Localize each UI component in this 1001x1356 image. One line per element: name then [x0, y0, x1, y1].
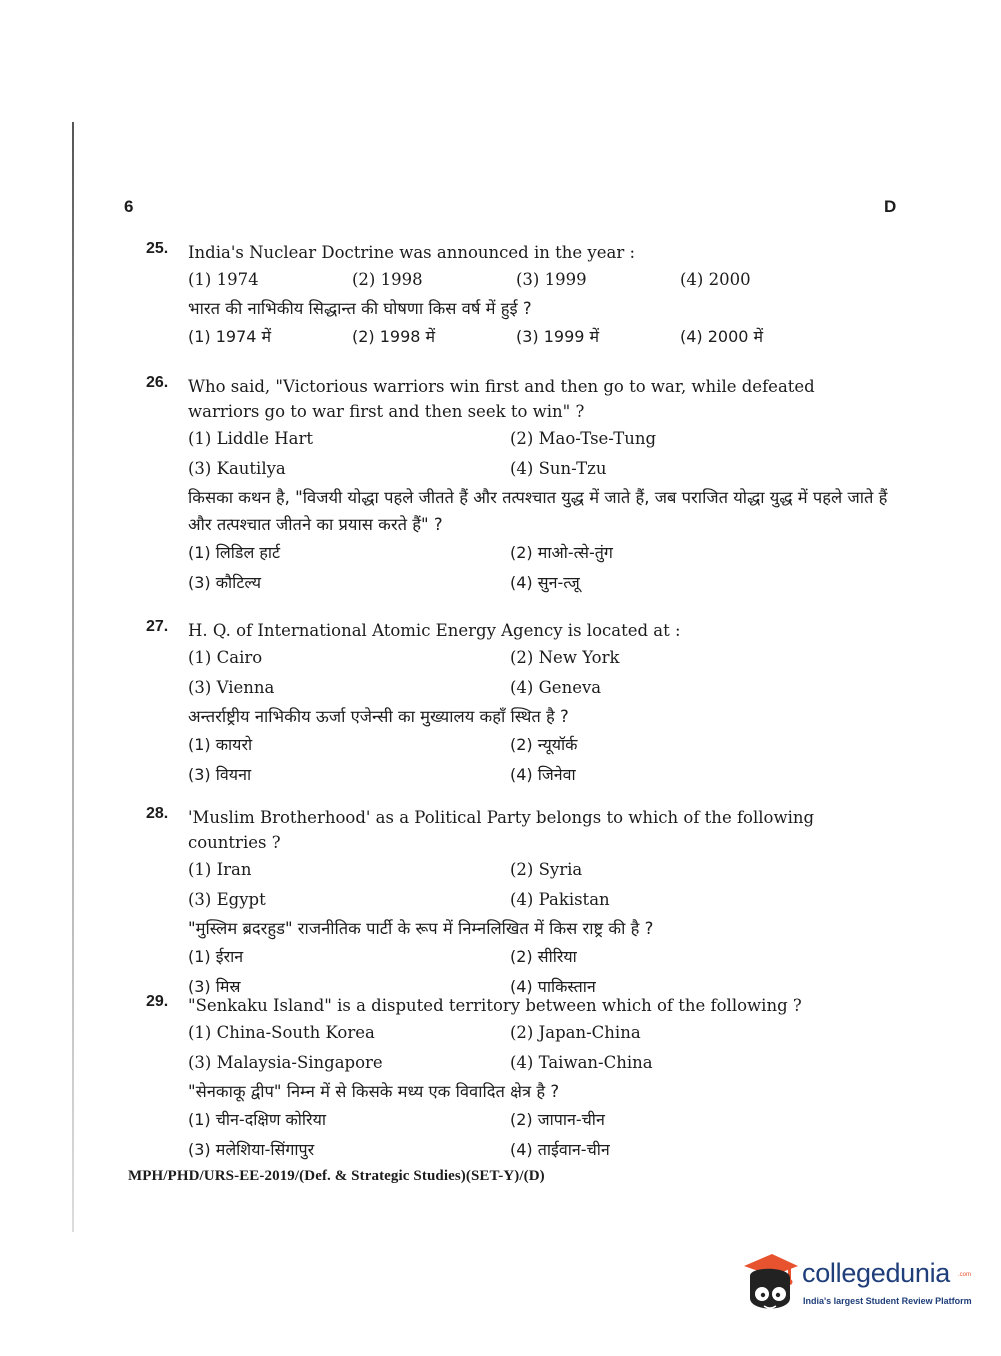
- option-4-hi: (4) ताईवान-चीन: [510, 1140, 610, 1159]
- question-26: [146, 374, 891, 598]
- option-4: (4) 2000: [680, 270, 751, 289]
- question-text-hi: अन्तर्राष्ट्रीय नाभिकीय ऊर्जा एजेन्सी का मुख्यालय कहाँ स्थित है ?: [188, 707, 569, 726]
- option-2-hi: (2) 1998 में: [352, 327, 436, 346]
- option-1-hi: (1) ईरान: [188, 947, 244, 966]
- options-en-row-1: [188, 1018, 891, 1048]
- options-hi-row-2: [188, 1135, 891, 1165]
- question-text-hi: "सेनकाकू द्वीप" निम्न में से किसके मध्य एक विवादित क्षेत्र है ?: [188, 1082, 560, 1101]
- option-1-hi: (1) 1974 में: [188, 327, 272, 346]
- question-number: 29.: [146, 993, 169, 1010]
- option-2: (2) New York: [510, 648, 620, 667]
- options-hi-row-1: [188, 1105, 891, 1135]
- question-number: 27.: [146, 618, 169, 635]
- brand-name: collegedunia: [802, 1258, 951, 1288]
- options-hi: [188, 322, 891, 352]
- question-number: 26.: [146, 374, 169, 391]
- brand-tagline: India's largest Student Review Platform: [803, 1296, 972, 1306]
- question-text-hi: किसका कथन है, "विजयी योद्धा पहले जीतते हैं और तत्पश्चात युद्ध में जाते हैं, जब पराजित योद्धा युद्ध में पहले जाते हैं और तत्पश्चात जीतने का प्रयास करते हैं" ?: [188, 488, 888, 534]
- option-1: (1) Cairo: [188, 648, 263, 667]
- option-2: (2) 1998: [352, 270, 423, 289]
- question-number: 28.: [146, 805, 169, 822]
- options-hi-row-1: [188, 730, 891, 760]
- brand-suffix: .com: [958, 1272, 972, 1278]
- options-en-row-1: [188, 424, 891, 454]
- options-en-row-1: [188, 643, 891, 673]
- option-2: (2) Mao-Tse-Tung: [510, 429, 657, 448]
- option-3-hi: (3) कौटिल्य: [188, 573, 261, 592]
- options-en-row-2: [188, 1048, 891, 1078]
- option-3: (3) Egypt: [188, 890, 266, 909]
- option-2-hi: (2) न्यूयॉर्क: [510, 735, 578, 754]
- question-25: [146, 240, 891, 352]
- option-3-hi: (3) वियना: [188, 765, 252, 784]
- option-2-hi: (2) माओ-त्से-तुंग: [510, 543, 613, 562]
- question-text-hi: भारत की नाभिकीय सिद्धान्त की घोषणा किस वर्ष में हुई ?: [188, 299, 532, 318]
- option-2: (2) Syria: [510, 860, 583, 879]
- options-en-row-2: [188, 885, 891, 915]
- option-1: (1) Liddle Hart: [188, 429, 314, 448]
- scan-edge-line: [72, 122, 74, 1232]
- question-29: [146, 993, 891, 1165]
- page-number: 6: [124, 197, 134, 216]
- option-3-hi: (3) 1999 में: [516, 327, 600, 346]
- question-28: [146, 805, 891, 1002]
- options-hi-row-2: [188, 568, 891, 598]
- mascot-icon: [742, 1252, 798, 1318]
- option-1-hi: (1) चीन-दक्षिण कोरिया: [188, 1110, 327, 1129]
- option-4: (4) Pakistan: [510, 890, 610, 909]
- option-3: (3) Kautilya: [188, 459, 286, 478]
- option-3-hi: (3) मलेशिया-सिंगापुर: [188, 1140, 315, 1159]
- question-text-en: H. Q. of International Atomic Energy Agency is located at :: [188, 621, 681, 640]
- option-4-hi: (4) जिनेवा: [510, 765, 576, 784]
- option-3: (3) 1999: [516, 270, 587, 289]
- option-4: (4) Taiwan-China: [510, 1053, 653, 1072]
- options-hi-row-1: [188, 538, 891, 568]
- option-4: (4) Sun-Tzu: [510, 459, 607, 478]
- option-1: (1) Iran: [188, 860, 252, 879]
- options-en-row-2: [188, 454, 891, 484]
- question-text-en: 'Muslim Brotherhood' as a Political Party belongs to which of the following countries ?: [188, 808, 815, 852]
- option-2-hi: (2) सीरिया: [510, 947, 577, 966]
- option-4: (4) Geneva: [510, 678, 602, 697]
- options-hi-row-1: [188, 942, 891, 972]
- footer-exam-code: MPH/PHD/URS-EE-2019/(Def. & Strategic Studies)(SET-Y)/(D): [128, 1168, 545, 1184]
- option-1-hi: (1) कायरो: [188, 735, 253, 754]
- option-3: (3) Vienna: [188, 678, 275, 697]
- option-4-hi: (4) 2000 में: [680, 327, 764, 346]
- question-text-en: India's Nuclear Doctrine was announced in the year :: [188, 243, 636, 262]
- option-4-hi: (4) सुन-त्जू: [510, 573, 580, 592]
- option-3-hi: (3) मिस्र: [188, 977, 241, 996]
- option-1: (1) 1974: [188, 270, 259, 289]
- options-en-row-1: [188, 855, 891, 885]
- option-2-hi: (2) जापान-चीन: [510, 1110, 605, 1129]
- question-number: 25.: [146, 240, 169, 257]
- options-hi-row-2: [188, 760, 891, 790]
- question-text-en: "Senkaku Island" is a disputed territory between which of the following ?: [188, 996, 802, 1015]
- set-code: D: [884, 197, 897, 216]
- question-text-en: Who said, "Victorious warriors win first and then go to war, while defeated warriors go to war first and then seek to win" ?: [188, 377, 815, 421]
- option-1: (1) China-South Korea: [188, 1023, 375, 1042]
- option-1-hi: (1) लिडिल हार्ट: [188, 543, 281, 562]
- question-text-hi: "मुस्लिम ब्रदरहुड" राजनीतिक पार्टी के रूप में निम्नलिखित में किस राष्ट्र की है ?: [188, 919, 654, 938]
- question-27: [146, 618, 891, 790]
- options-en-row-2: [188, 673, 891, 703]
- collegedunia-watermark: [742, 1252, 974, 1324]
- option-3: (3) Malaysia-Singapore: [188, 1053, 383, 1072]
- option-2: (2) Japan-China: [510, 1023, 641, 1042]
- option-4-hi: (4) पाकिस्तान: [510, 977, 596, 996]
- options-en: [188, 265, 891, 295]
